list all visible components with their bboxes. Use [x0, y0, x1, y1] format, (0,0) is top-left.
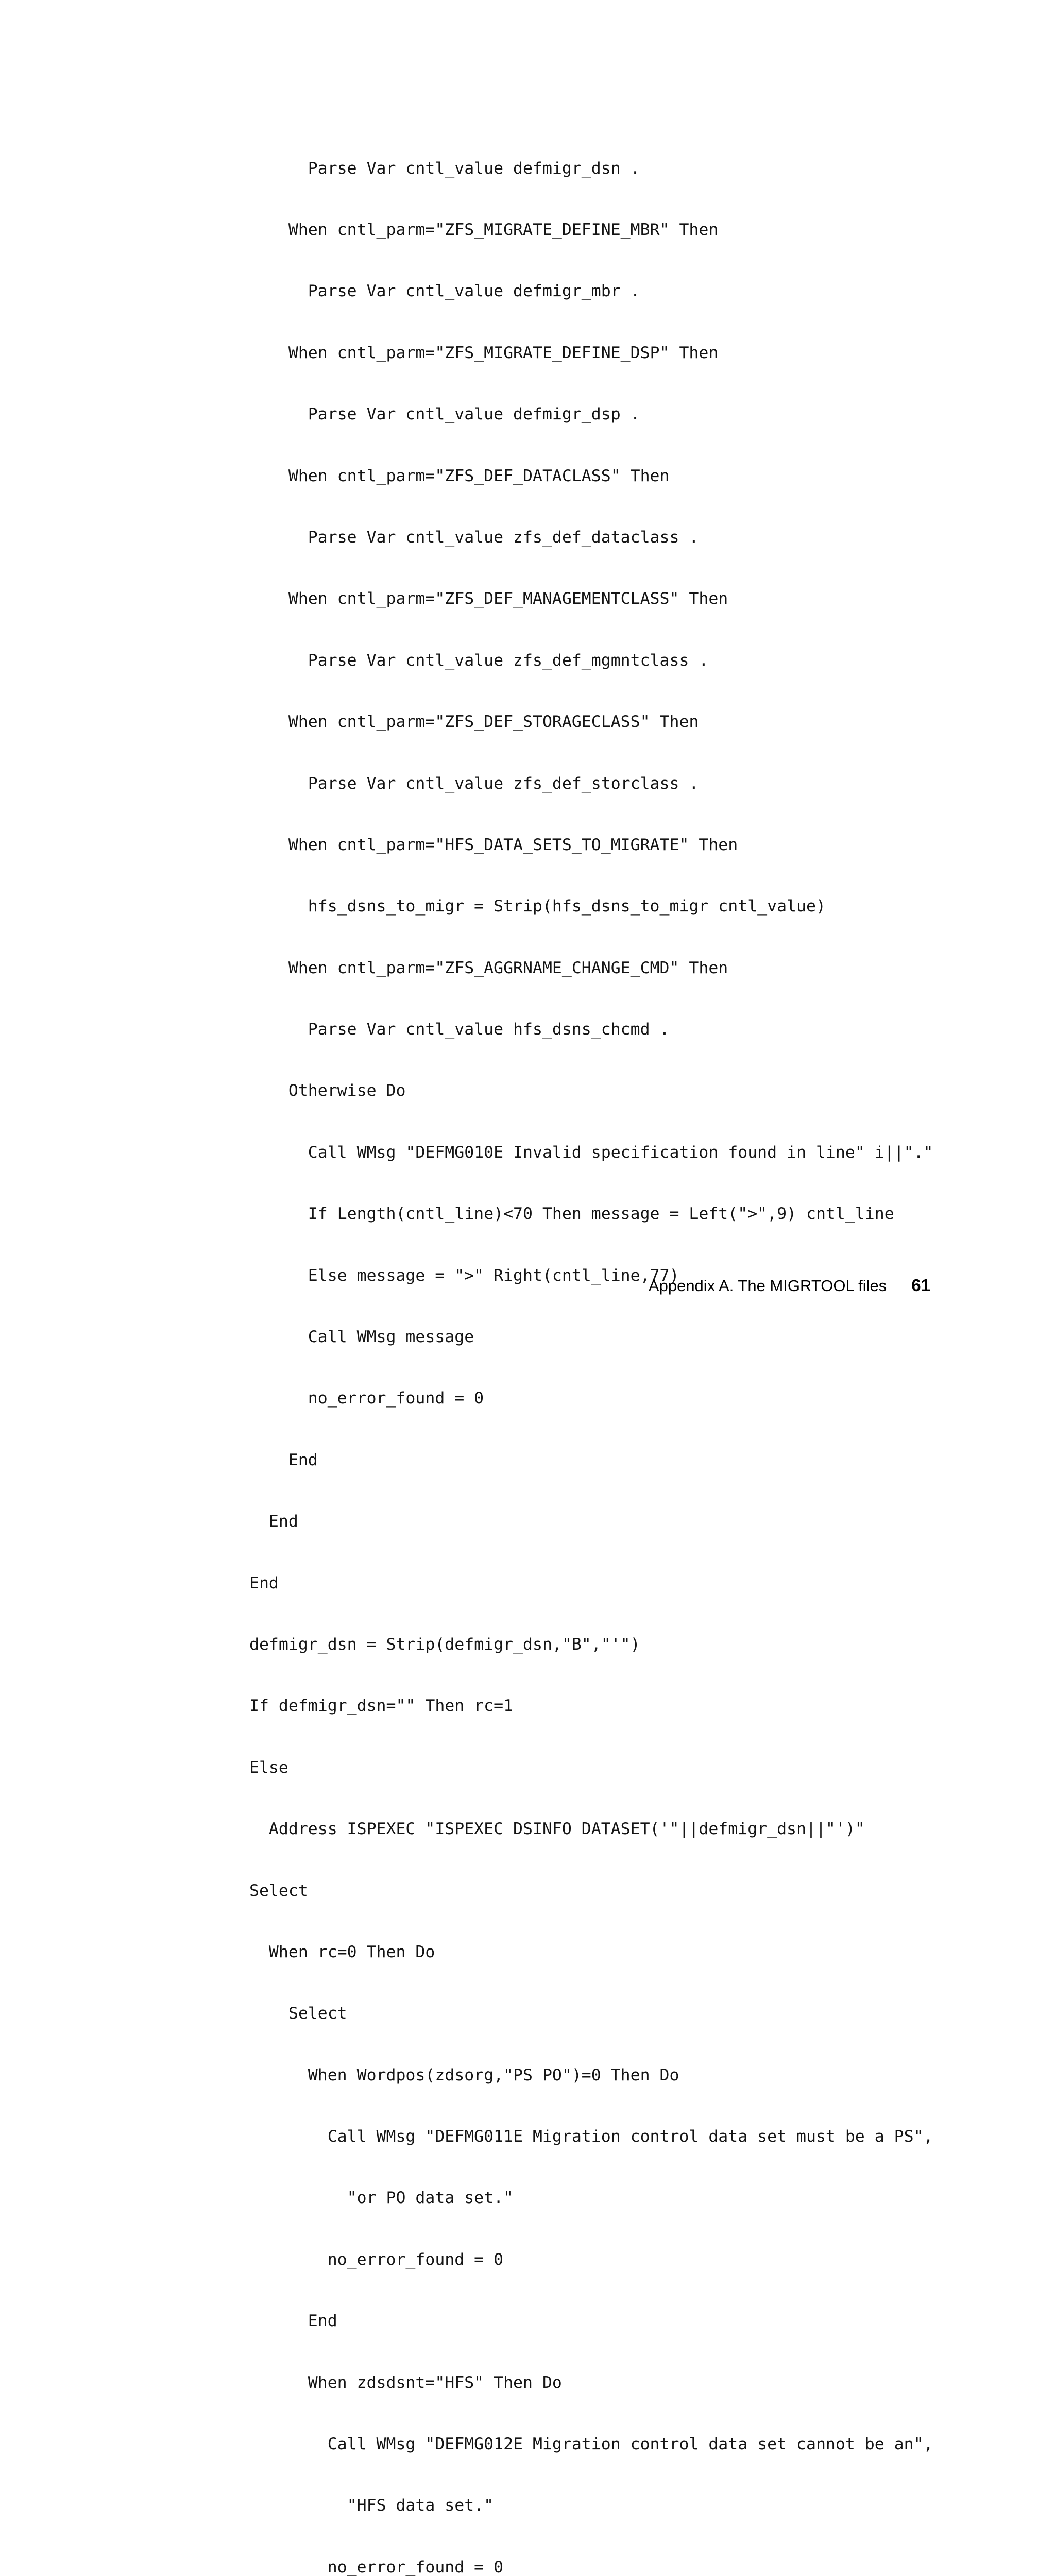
code-line: End — [249, 1450, 318, 1469]
code-line: Parse Var cntl_value hfs_dsns_chcmd . — [249, 1020, 670, 1039]
code-line: Parse Var cntl_value zfs_def_mgmntclass . — [249, 651, 709, 670]
code-line: When zdsdsnt="HFS" Then Do — [249, 2373, 562, 2392]
code-line: no_error_found = 0 — [249, 2250, 504, 2269]
code-line: no_error_found = 0 — [249, 2557, 504, 2576]
code-line: When cntl_parm="ZFS_AGGRNAME_CHANGE_CMD" Then — [249, 958, 728, 977]
code-line: When cntl_parm="ZFS_DEF_DATACLASS" Then — [249, 466, 670, 485]
page-footer — [649, 1276, 930, 1295]
code-line: Parse Var cntl_value defmigr_dsn . — [249, 159, 640, 178]
code-line: Call WMsg "DEFMG010E Invalid specification found in line" i||"." — [249, 1143, 933, 1162]
code-line: When rc=0 Then Do — [249, 1942, 435, 1961]
code-line: When cntl_parm="ZFS_DEF_MANAGEMENTCLASS" Then — [249, 589, 728, 608]
code-listing — [249, 117, 933, 2576]
code-line: End — [249, 1512, 298, 1531]
code-line: Otherwise Do — [249, 1081, 406, 1100]
code-line: End — [249, 1573, 279, 1592]
footer-title: Appendix A. The MIGRTOOL files — [648, 1277, 887, 1295]
code-line: When cntl_parm="ZFS_MIGRATE_DEFINE_MBR" Then — [249, 220, 719, 239]
code-line: Call WMsg "DEFMG011E Migration control data set must be a PS", — [249, 2127, 933, 2146]
code-line: If Length(cntl_line)<70 Then message = Left(">",9) cntl_line — [249, 1205, 894, 1224]
page-number: 61 — [911, 1276, 930, 1295]
code-line: Parse Var cntl_value defmigr_mbr . — [249, 282, 640, 301]
code-line: Select — [249, 1881, 308, 1900]
code-line: If defmigr_dsn="" Then rc=1 — [249, 1697, 514, 1716]
code-line: Parse Var cntl_value defmigr_dsp . — [249, 405, 640, 424]
code-line: When Wordpos(zdsorg,"PS PO")=0 Then Do — [249, 2065, 679, 2084]
code-line: When cntl_parm="HFS_DATA_SETS_TO_MIGRATE" Then — [249, 835, 738, 854]
code-line: Address ISPEXEC "ISPEXEC DSINFO DATASET('"||defmigr_dsn||"')" — [249, 1820, 865, 1839]
code-line: defmigr_dsn = Strip(defmigr_dsn,"B","'") — [249, 1635, 640, 1654]
code-line: Parse Var cntl_value zfs_def_dataclass . — [249, 528, 699, 547]
code-line: "or PO data set." — [249, 2189, 514, 2208]
code-line: Parse Var cntl_value zfs_def_storclass . — [249, 774, 699, 793]
code-line: hfs_dsns_to_migr = Strip(hfs_dsns_to_migr cntl_value) — [249, 897, 826, 916]
code-line: Else message = ">" Right(cntl_line,77) — [249, 1266, 679, 1285]
code-line: End — [249, 2312, 337, 2331]
code-line: no_error_found = 0 — [249, 1389, 484, 1408]
code-line: Else — [249, 1758, 288, 1777]
code-line: "HFS data set." — [249, 2496, 494, 2515]
code-line: When cntl_parm="ZFS_DEF_STORAGECLASS" Then — [249, 713, 699, 732]
code-line: Call WMsg "DEFMG012E Migration control data set cannot be an", — [249, 2435, 933, 2454]
code-line: Call WMsg message — [249, 1328, 474, 1347]
code-line: Select — [249, 2004, 347, 2023]
code-line: When cntl_parm="ZFS_MIGRATE_DEFINE_DSP" Then — [249, 343, 719, 362]
